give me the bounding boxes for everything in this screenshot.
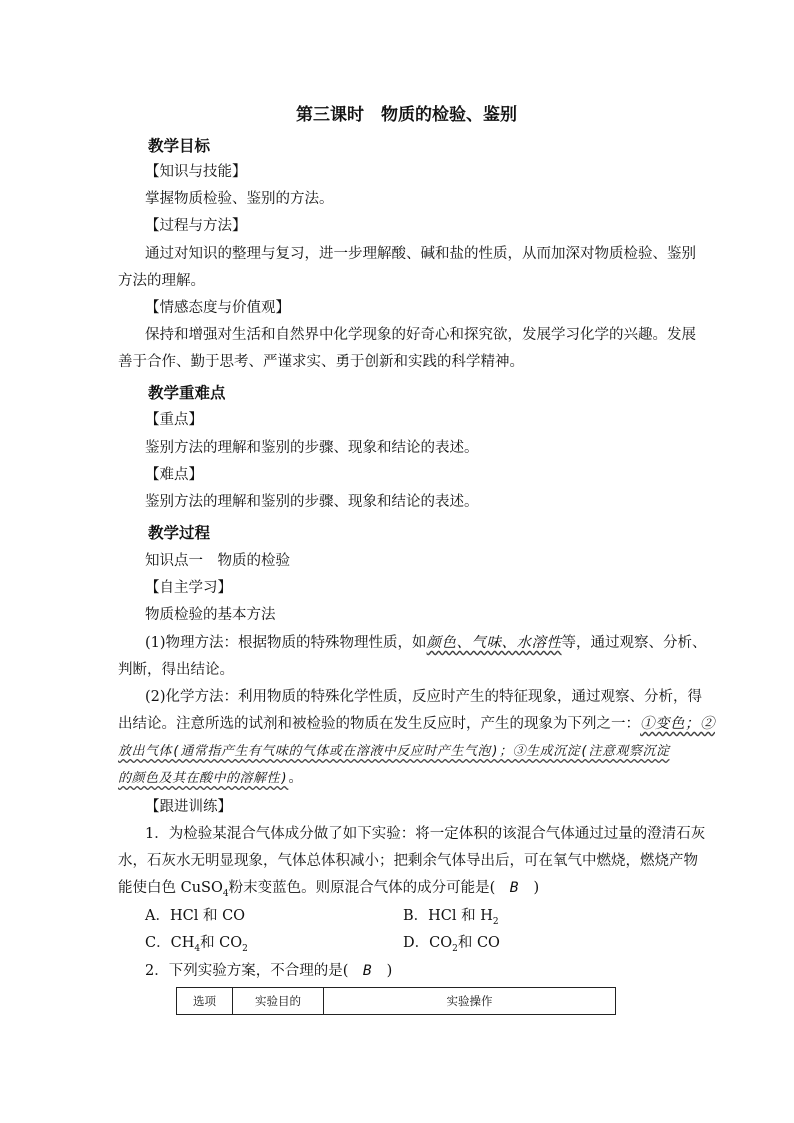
text-attitude-1: 保持和增强对生活和自然界中化学现象的好奇心和探究欲，发展学习化学的兴趣。发展 xyxy=(145,327,696,343)
table-header-option: 选项 xyxy=(177,988,233,1015)
option-b-sub: 2 xyxy=(492,916,499,927)
knowledge-point-1: 知识点一 物质的检验 xyxy=(145,553,290,569)
option-c xyxy=(145,933,248,959)
option-d xyxy=(403,933,500,959)
q2-close: ) xyxy=(372,963,393,979)
chemical-prefix: 出结论。注意所选的试剂和被检验的物质在发生反应时，产生的现象为下列之一： xyxy=(118,716,640,732)
table-header-operation: 实验操作 xyxy=(324,988,616,1015)
label-self-study: 【自主学习】 xyxy=(145,580,232,596)
label-process-method: 【过程与方法】 xyxy=(145,218,247,234)
physical-method-line-2: 判断，得出结论。 xyxy=(118,662,234,678)
option-d-tail: 和 CO xyxy=(457,935,500,951)
option-d-sub: 2 xyxy=(452,943,458,954)
physical-prefix: (1)物理方法：根据物质的特殊物理性质，如 xyxy=(145,635,427,651)
table-header-row xyxy=(177,988,616,1015)
text-key: 鉴别方法的理解和鉴别的步骤、现象和结论的表述。 xyxy=(145,440,479,456)
option-b xyxy=(403,906,499,932)
option-c-sub1: 4 xyxy=(194,943,201,954)
label-key: 【重点】 xyxy=(145,412,203,428)
physical-suffix: 等，通过观察、分析、 xyxy=(561,635,707,651)
text-process-method-2: 方法的理解。 xyxy=(118,273,205,289)
q1-text-b: 粉末变蓝色。则原混合气体的成分可能是( xyxy=(228,880,510,896)
chemical-suffix: 。 xyxy=(288,770,303,786)
q2-answer: B xyxy=(362,963,373,979)
chemical-method-line-2 xyxy=(118,714,715,734)
text-attitude-2: 善于合作、勤于思考、严谨求实、勇于创新和实践的科学精神。 xyxy=(118,354,524,370)
label-difficult: 【难点】 xyxy=(145,467,203,483)
option-c-sub2: 2 xyxy=(242,943,248,954)
section-heading-process: 教学过程 xyxy=(148,524,211,542)
q1-close: ) xyxy=(519,880,540,896)
text-knowledge: 掌握物质检验、鉴别的方法。 xyxy=(145,191,334,207)
section-heading-keypoints: 教学重难点 xyxy=(148,384,226,402)
label-knowledge: 【知识与技能】 xyxy=(145,164,247,180)
q1-answer: B xyxy=(509,880,519,896)
option-c-text: C．CH xyxy=(145,935,195,951)
text-difficult: 鉴别方法的理解和鉴别的步骤、现象和结论的表述。 xyxy=(145,494,479,510)
option-d-text: D．CO xyxy=(403,935,453,951)
chemical-method-line-1: (2)化学方法：利用物质的特殊化学性质，反应时产生的特征现象，通过观察、分析，得 xyxy=(145,689,703,705)
physical-method-line xyxy=(145,633,707,653)
option-a: A．HCl 和 CO xyxy=(145,908,246,924)
experiment-table xyxy=(176,987,616,1015)
table-header-purpose: 实验目的 xyxy=(233,988,324,1015)
label-follow-training: 【跟进训练】 xyxy=(145,799,232,815)
section-heading-goals: 教学目标 xyxy=(148,137,211,155)
chemical-handwritten-1: ①变色；② xyxy=(640,716,715,732)
text-basic-methods: 物质检验的基本方法 xyxy=(145,607,276,623)
chemical-method-line-3 xyxy=(118,741,669,762)
label-attitude: 【情感态度与价值观】 xyxy=(145,300,290,316)
question-1-line-2: 水，石灰水无明显现象，气体总体积减小；把剩余气体导出后，可在氧气中燃烧，燃烧产物 xyxy=(118,853,698,869)
chemical-method-line-4 xyxy=(118,768,303,789)
question-1-line-1: 1．为检验某混合气体成分做了如下实验：将一定体积的该混合气体通过过量的澄清石灰 xyxy=(145,826,706,842)
question-2 xyxy=(145,961,392,981)
chemical-handwritten-3: 的颜色及其在酸中的溶解性) xyxy=(118,771,289,786)
q1-subscript: 4 xyxy=(222,888,229,899)
question-1-line-3 xyxy=(118,878,539,904)
page-title: 第三课时 物质的检验、鉴别 xyxy=(296,105,517,125)
chemical-handwritten-2: 放出气体(通常指产生有气味的气体或在溶液中反应时产生气泡)；③生成沉淀(注意观察沉淀 xyxy=(118,744,670,759)
physical-handwritten-answer: 颜色、气味、水溶性 xyxy=(426,635,562,651)
q1-text-a: 能使白色 CuSO xyxy=(118,880,223,896)
text-process-method-1: 通过对知识的整理与复习，进一步理解酸、碱和盐的性质，从而加深对物质检验、鉴别 xyxy=(145,246,696,262)
option-c-mid: 和 CO xyxy=(200,935,243,951)
option-b-text: B．HCl 和 H xyxy=(403,908,493,924)
q2-text: 2．下列实验方案，不合理的是( xyxy=(145,963,363,979)
